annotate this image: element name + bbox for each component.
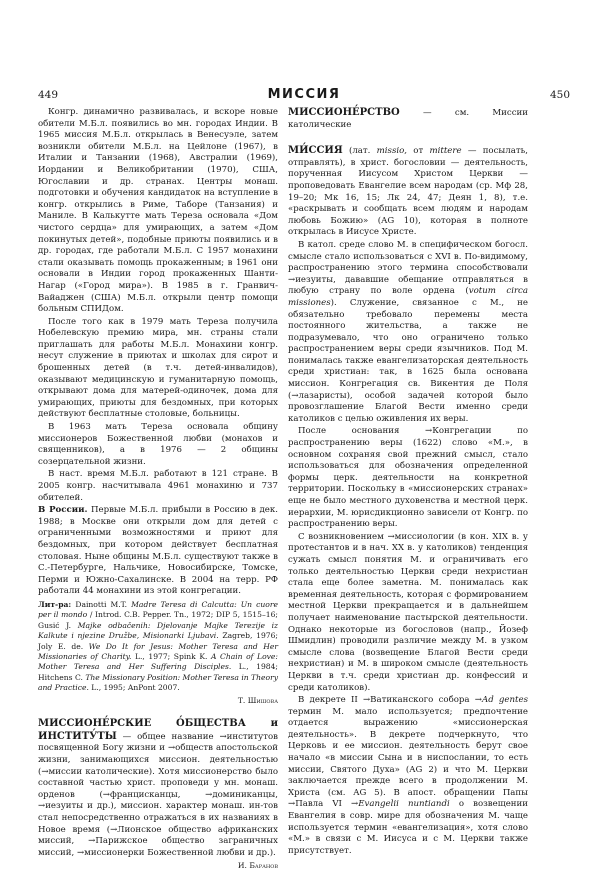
paragraph: Конгр. динамично развивалась, и вскоре новые обители М.Б.л. появились во мн. городах Индии. В 1965 миссия М.Б.л. открылась в Венесуэле, затем возникли обители М.Б.л. на Цейлоне (1967), в Италии и Танзании (1968), Австралии (1969), Иордании и Великобритании (1970), США, Югославии и др. странах. Центры монаш. подготовки и обучения кандидаток на вступление в конгр. открылись в Риме, Таборе (Танзания) и Маниле. В Калькутте мать Тереза основала «Дом чистого сердца» для умирающих, а затем «Дом покинутых детей», подобные приюты появились и в др. городах, где работали М.Б.л. С 1957 монахини стали оказывать помощь прокаженным; в 1961 они основали в Индии город прокаженных Шанти-Нагар («Город мира»). В 1985 в г. Гранвич-Вайаджен (США) М.Б.л. открыли центр помощи больным СПИДом. xyxy=(38,107,278,315)
italic-run: Evangelii nuntiandi xyxy=(358,799,450,810)
text-run: о возвещении Евангелия в совр. мире для обозначения М. чаще используется термин «евангелизация», хотя слово «М.» в связи с М. Иисуса и с М. Церкви также присутствует. xyxy=(288,799,528,856)
russia-text: Первые М.Б.л. прибыли в Россию в дек. 1988; в Москве они открыли дом для детей с ограниченными возможностями и приют для бездомных, при котором действует бесплатная столовая. Ныне общины М.Б.л. существуют также в С.-Петербурге, Нальчике, Новосибирске, Томске, Перми и Южно-Сахалинске. В 2004 на терр. РФ работали 44 монахини из этой конгрегации. xyxy=(38,505,278,597)
italic-run: The Missionary Position: Mother Teresa in Theory and Practice. xyxy=(38,672,279,693)
text-run: В декрете II →Ватиканского собора → xyxy=(298,695,482,706)
text-run: Zagreb, 1976; Joly E. de. xyxy=(38,631,278,651)
headword: МИ́ССИЯ xyxy=(288,145,343,157)
paragraph: После основания →Конгрегации по распространению веры (1622) слово «М.», в основном сохраняя свой прежний смысл, стало использоваться для обозначения определенной формы церк. деятельности на конкретной территории. Поскольку в «миссионерских странах» еще не было местного духовенства и местной церк. иерархии, М. юрисдикционно зависели от Конгр. по распространению веры. xyxy=(288,426,528,530)
italic-run: Majke odbačenih: Djelovanje Majke Terezije iz Kalkute i njezine Družbe, Misionarki Ljubavi. xyxy=(38,620,278,641)
article-missionary-societies xyxy=(38,718,278,859)
text-run: (лат. xyxy=(342,146,377,157)
text-run: от xyxy=(407,146,430,157)
text-run: Dainotti M.T. xyxy=(71,599,132,609)
text-run: L., 1984; Hitchens C. xyxy=(38,662,278,682)
left-column xyxy=(38,107,278,880)
article-intro xyxy=(288,146,528,237)
article-mission-intro xyxy=(288,145,528,239)
text-run: L., 1977; Spink K. xyxy=(131,651,211,661)
literature xyxy=(38,600,278,694)
paragraph: После того как в 1979 мать Тереза получила Нобелевскую премию мира, мн. страны стали приглашать для работы М.Б.л. Монахини конгр. несут служение в приютах и школах для сирот и брошенных детей (в т.ч. детей-инвалидов), оказывают медицинскую и гуманитарную помощь, открывают дома для матерей-одиночек, дома для умирающих, приюты для бездомных, при которых действуют бесплатные столовые, больницы. xyxy=(38,316,278,420)
author-signature: И. Баранов xyxy=(237,861,278,871)
text-run: В катол. среде слово М. в специфическом богосл. смысле стало использоваться с XVI в. По-видимому, распространению этого термина способствовали →иезуиты, дававшие обещание отправляться в любую страну по воле ордена ( xyxy=(288,239,528,297)
italic-run: votum circa missiones xyxy=(288,286,528,308)
article-text: — общее название →институтов посвященной Богу жизни и →обществ апостольской жизни, занимающихся миссион. деятельностью (→миссии католические). Хотя миссионерство было составной частью христ. проповеди у мн. монаш. орденов (→францисканцы, →доминиканцы, →иезуиты и др.), миссион. характер монаш. ин-тов стал непосредственно отражаться в их названиях в Новое время (→Лионское общество африканских миссий, →Парижское общество заграничных миссий, →миссионерки Божественной любви и др.). xyxy=(38,731,278,858)
right-column xyxy=(288,107,528,858)
text-run: ). Служение, связанное с М., не обязательно требовало перемены места постоянного жительства, а также не подразумевало, что оно ограничено только распространением веры среди язычников. Под М. понималась также евангелизаторская деятельность среди христиан: так, в 1625 была основана миссион. Конгрегация св. Викентия де Поля (→лазаристы), особой задачей которой было провозглашение Благой Вести именно среди католиков с целью оживления их веры. xyxy=(288,297,528,424)
headword: МИССИОНЕ́РСКИЕ О́БЩЕСТВА и ИНСТИТУ́ТЫ xyxy=(38,718,278,742)
russia-heading: В России. xyxy=(38,505,88,516)
literature-items xyxy=(38,600,278,692)
italic-run: Madre Teresa di Calcutta: Un cuore per il mondo xyxy=(38,599,278,620)
literature-label: Лит-ра: xyxy=(38,599,72,609)
paragraph xyxy=(288,695,528,857)
author-signature: Т. Шишова xyxy=(237,695,278,705)
italic-run: missio, xyxy=(376,146,408,157)
text-run: термин М. мало используется; предпочтение отдается выражению «миссионерская деятельность». В декрете подчеркнуто, что Церковь и ее миссион. деятельность берут свое начало «в миссии Сына и в ниспослании, то есть миссии, Святого Духа» (AG 2) и что М. Церкви заключается прежде всего в продолжении М. Христа (см. AG 5). В апост. обращении Папы →Павла VI → xyxy=(288,706,528,810)
paragraph: В наст. время М.Б.л. работают в 121 стране. В 2005 конгр. насчитывала 4961 монахиню и 737 обителей. xyxy=(38,469,278,503)
page-number-left: 449 xyxy=(38,89,59,101)
page-number-right: 450 xyxy=(549,89,570,101)
russia-section xyxy=(38,505,278,598)
text-run: / Introd. C.B. Pepper. Tn., 1972; DIP 5, 1515–16; Gusić J. xyxy=(38,610,278,630)
cross-reference-entry xyxy=(288,107,528,131)
italic-run: A Chain of Love: Mother Teresa and Her Suffering Disciples. xyxy=(38,651,278,672)
italic-run: Ad gentes xyxy=(481,695,528,706)
paragraph: С возникновением →миссиологии (в кон. XIX в. у протестантов и в нач. XX в. у католиков) тенденция сужать смысл понятия М. и ограничивать его только деятельностью Церкви среди нехристиан стала еще более заметна. М. понималась как временная деятельность, которая с формированием местной Церкви прекращается и в дальнейшем получает наименование пастырской деятельности. Однако некоторые из богословов (напр., Йозеф Шмидлин) проводили различие между М. в узком смысле слова (возвещение Благой Вести среди нехристиан) и М. в широком смысле (деятельность Церкви в т.ч. среди христиан др. конфессий и среди католиков). xyxy=(288,531,528,693)
italic-run: We Do It for Jesus: Mother Teresa and Her Missionaries of Charity. xyxy=(38,641,278,661)
text-run: L., 1995; AnPont 2007. xyxy=(88,683,180,693)
italic-run: mittere xyxy=(429,146,462,157)
page-header xyxy=(38,89,570,105)
headword: МИССИОНЕ́РСТВО xyxy=(288,107,400,118)
running-title: МИССИЯ xyxy=(267,87,341,102)
xref-text: — см. Миссии католические xyxy=(288,108,528,130)
paragraph: В 1963 мать Тереза основала общину миссионеров Божественной любви (монахов и священников), а в 1976 — 2 общины созерцательной жизни. xyxy=(38,422,278,467)
paragraph xyxy=(288,240,528,426)
text-run: — посылать, отправлять), в христ. богословии — деятельность, порученная Иисусом Христом Церкви — проповедовать Евангелие всем народам (ср. Мф 28, 19–20; Мк 16, 15; Лк 24, 47; Деян 1, 8), т.е. «раскрывать и сообщать всем людям и народам любовь Божию» (AG 10), которая в полноте открылась в Иисусе Христе. xyxy=(288,146,528,238)
